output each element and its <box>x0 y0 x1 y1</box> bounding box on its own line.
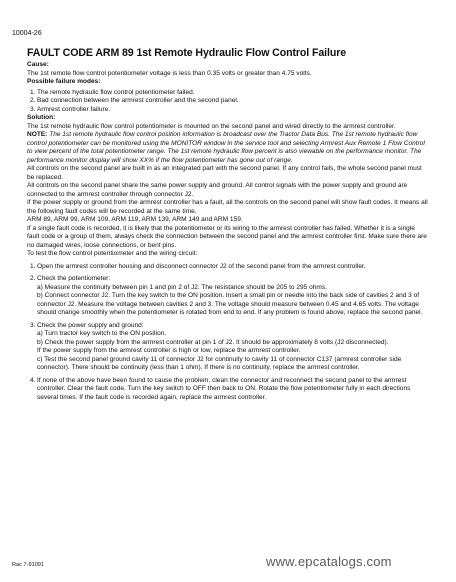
list-number: 1. <box>30 88 36 96</box>
step-line: a) Measure the continuity between pin 1 and pin 2 of J2. The resistance should be 205 to 295 ohms. <box>37 283 327 291</box>
step-line: Open the armrest controller housing and disconnect connector J2 of the second panel from the armrest controller. <box>37 262 366 270</box>
test-step <box>27 322 429 373</box>
test-step <box>27 275 429 318</box>
footer-code: Rac 7-91091 <box>12 562 45 568</box>
step-number: 3. <box>30 321 36 329</box>
list-number: 3. <box>30 105 36 113</box>
step-line: b) Check the power supply from the armrest controller at pin 1 of J2. It should be approximately 8 volts (J2 disconnected). <box>37 338 389 346</box>
body-paragraph: If a single fault code is recorded, it is likely that the potentiometer or its wiring to the armrest controller has failed. Whether it is a single fault code or a group of them, always check the connection between the second panel and the armrest controller first. Make sure there are no damaged wires, loose connections, or bent pins. <box>27 224 427 249</box>
body-paragraph: If the power supply or ground from the armrest controller has a fault, all the controls on the second panel will show fault codes. It means all the following fault codes will be recorded at the same time. <box>27 199 428 215</box>
step-line: a) Turn tractor key switch to the ON position. <box>37 330 167 337</box>
step-line: If none of the above have been found to cause the problem, clean the connector and reconnect the second panel to the armrest controller. Clear the fault code. Turn the key switch to OFF then back to ON. Rotate the flow potentiometer fully in each directions several times. If the fault code is recorded again, replace the armrest controller. <box>37 376 411 401</box>
step-line: Check the potentiometer: <box>37 275 111 282</box>
list-number: 2. <box>30 97 36 104</box>
failure-modes-list <box>27 89 429 115</box>
page-title: FAULT CODE ARM 89 1st Remote Hydraulic Flow Control Failure <box>27 47 347 59</box>
body-paragraph: All controls on the second panel are built in as an integrated part with the second panel. If any control fails, the whole second panel must be replaced. <box>27 165 422 181</box>
step-line: b) Connect connector J2. Turn the key switch to the ON position. Insert a small pin or needle into the back side of cavities 2 and 3 of connector J2. Measure the voltage between cavities 2 and 3. The voltage should measure between 0.45 and 4.65 volts. The voltage should change smoothly when the potentiometer is rotated from end to end. If any problem is found above, replace the second panel. <box>37 292 423 316</box>
list-item <box>27 106 429 115</box>
document-id: 10004-26 <box>12 30 42 37</box>
cause-text: The 1st remote flow control potentiometer voltage is less than 0.35 volts or greater than 4.75 volts. <box>27 69 312 77</box>
step-number: 1. <box>30 262 36 270</box>
solution-text: The 1st remote hydraulic flow control potentiometer is mounted on the second panel and wired directly to the armrest controller. <box>27 122 396 130</box>
step-line: If the power supply from the armrest controller is high or low, replace the armrest controller. <box>37 347 301 354</box>
test-steps-list <box>27 263 429 403</box>
test-step <box>27 377 429 403</box>
step-number: 4. <box>30 376 36 384</box>
list-text: The remote hydraulic flow control potentiometer failed. <box>37 88 195 96</box>
cause-heading: Cause: <box>27 61 49 68</box>
list-text: Bad connection between the armrest controller and the second panel. <box>37 97 239 104</box>
step-line: c) Test the second panel ground cavity 11 of connector J2 for continuity to cavity 11 of connector C137 (armrest controller side connector). There should be continuity (less than 1 ohm). If there is no continuity, replace the armrest controller. <box>37 355 402 371</box>
note-label: NOTE: <box>27 131 48 138</box>
test-step <box>27 263 429 272</box>
step-number: 2. <box>30 275 36 282</box>
body-paragraph: To test the flow control potentiometer and the wiring circuit: <box>27 250 198 257</box>
step-line: Check the power supply and ground: <box>37 321 144 329</box>
fault-code-list: ARM 89, ARM 99, ARM 109, ARM 119, ARM 139, ARM 149 and ARM 159. <box>27 216 243 223</box>
failure-modes-heading: Possible failure modes: <box>27 78 101 85</box>
list-item <box>27 97 429 106</box>
body-paragraph: All controls on the second panel share the same power supply and ground. All control signals with the power supply and ground are connected to the armrest controller through connector J2. <box>27 182 408 198</box>
note-paragraph <box>27 131 429 165</box>
note-text: The 1st remote hydraulic flow control position information is broadcast over the Tractor Data Bus. The 1st remote hydraulic flow control potentiometer can be monitored using the MONITOR window in the service tool and selecting Armrest Aux Remote 1 Flow Control to view percent of the total potentiometer range. The 1st remote hydraulic flow percent is also viewable on the performance monitor. The performance monitor display will show XX% if the flow potentiometer has gone out of range. <box>27 131 425 164</box>
list-text: Armrest controller failure. <box>37 105 111 113</box>
solution-heading: Solution: <box>27 114 56 121</box>
document-body <box>27 61 429 406</box>
watermark: www.epcatalogs.com <box>266 554 392 569</box>
list-item <box>27 89 429 98</box>
